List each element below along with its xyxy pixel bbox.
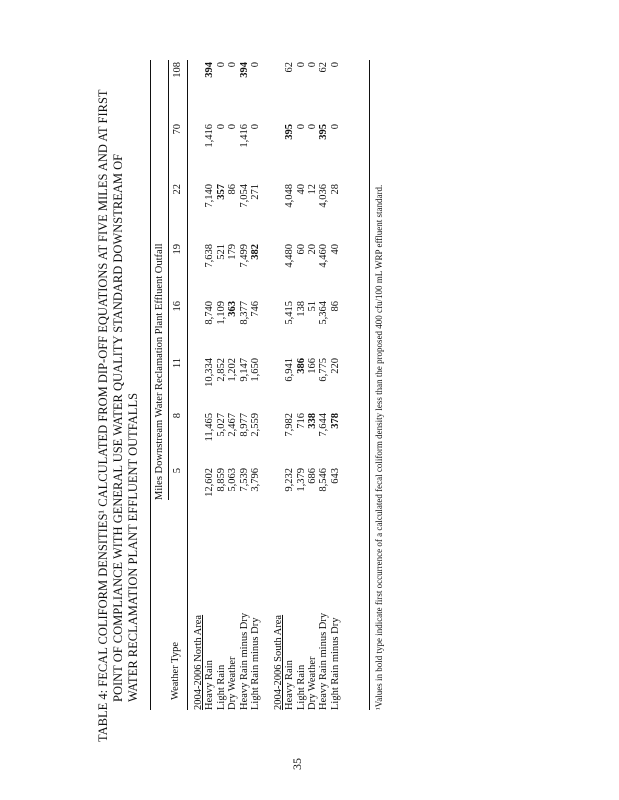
value-cell: 2,467: [227, 413, 239, 437]
value-cell: 2,559: [250, 413, 262, 437]
value-cell: 179: [227, 244, 239, 260]
value-cell: 382: [250, 244, 262, 260]
group-header: Miles Downstream Water Reclamation Plant Effluent Outfall: [154, 243, 165, 500]
row-label: Heavy Rain: [204, 660, 216, 710]
value-cell: 8,740: [204, 301, 216, 325]
value-cell: 1,109: [215, 301, 227, 325]
value-cell: 8,377: [238, 301, 250, 325]
value-cell: 0: [250, 124, 262, 130]
value-cell: 0: [307, 62, 319, 68]
row-label: Light Rain minus Dry: [329, 617, 341, 710]
value-cell: 9,147: [238, 358, 250, 382]
footnote: ¹Values in bold type indicate first occurrence of a calculated fecal coliform density less than the proposed 400 cfu/100 mL WRP effluent standard.: [374, 184, 384, 710]
section-title-row: [193, 62, 204, 710]
table-caption: [96, 42, 141, 742]
value-cell: 51: [307, 301, 319, 312]
caption-line-2: POINT OF COMPLIANCE WITH GENERAL USE WATER QUALITY STANDARD DOWNSTREAM OF: [111, 153, 125, 702]
value-cell: 4,048: [284, 184, 296, 208]
value-cell: 0: [329, 124, 341, 130]
value-cell: 0: [250, 62, 262, 68]
value-cell: 220: [329, 358, 341, 374]
mile-header-5: 5: [172, 468, 183, 474]
table-row: [239, 62, 250, 710]
weather-type-header: Weather Type: [170, 642, 181, 700]
value-cell: 1,202: [227, 358, 239, 382]
value-cell: 7,982: [284, 413, 296, 437]
value-cell: 0: [227, 124, 239, 130]
row-label: Light Rain minus Dry: [250, 617, 262, 710]
value-cell: 7,638: [204, 244, 216, 268]
value-cell: 2,852: [215, 358, 227, 382]
caption-line-3: WATER RECLAMATION PLANT EFFLUENT OUTFALLS: [126, 392, 140, 702]
value-cell: 394: [238, 62, 250, 78]
mile-header-19: 19: [172, 244, 183, 255]
section-spacer: [261, 62, 272, 710]
caption-line-1: TABLE 4: FECAL COLIFORM DENSITIES¹ CALCULATED FROM DIP-OFF EQUATIONS AT FIVE MILES AND AT FIRST: [96, 89, 110, 742]
value-cell: 62: [318, 62, 330, 73]
row-label: Heavy Rain minus Dry: [238, 612, 250, 710]
mile-header-22: 22: [172, 184, 183, 195]
row-label: Heavy Rain minus Dry: [318, 612, 330, 710]
value-cell: 338: [307, 413, 319, 429]
value-cell: 4,036: [318, 184, 330, 208]
table-row: [227, 62, 238, 710]
value-cell: 40: [329, 244, 341, 255]
table-row: [307, 62, 318, 710]
value-cell: 0: [295, 124, 307, 130]
value-cell: 40: [295, 184, 307, 195]
value-cell: 4,460: [318, 244, 330, 268]
row-label: Dry Weather: [227, 656, 239, 710]
table-row: [318, 62, 329, 710]
mile-header-70: 70: [172, 124, 183, 135]
value-cell: 394: [204, 62, 216, 78]
row-label: Heavy Rain: [284, 660, 296, 710]
table-row: [250, 62, 261, 710]
table-row: [296, 62, 307, 710]
coliform-table: [193, 62, 341, 710]
row-label: Dry Weather: [307, 656, 319, 710]
value-cell: 271: [250, 184, 262, 200]
value-cell: 1,416: [204, 124, 216, 148]
value-cell: 395: [284, 124, 296, 140]
value-cell: 86: [329, 301, 341, 312]
mile-header-108: 108: [172, 62, 183, 78]
value-cell: 7,644: [318, 413, 330, 437]
value-cell: 6,941: [284, 358, 296, 382]
value-cell: 11,465: [204, 413, 216, 442]
mile-header-16: 16: [172, 301, 183, 312]
value-cell: 7,054: [238, 184, 250, 208]
value-cell: 138: [295, 301, 307, 317]
row-label: Light Rain: [295, 664, 307, 710]
value-cell: 0: [227, 62, 239, 68]
value-cell: 10,334: [204, 358, 216, 387]
section-title-row: [273, 62, 284, 710]
section-title: 2004-2006 South Area: [272, 614, 284, 710]
value-cell: 5,415: [284, 301, 296, 325]
value-cell: 8,859: [215, 468, 227, 492]
mile-header-8: 8: [172, 413, 183, 419]
value-cell: 521: [215, 244, 227, 260]
value-cell: 5,063: [227, 468, 239, 492]
value-cell: 386: [295, 358, 307, 374]
table-row: [204, 62, 215, 710]
value-cell: 0: [295, 62, 307, 68]
value-cell: 378: [329, 413, 341, 429]
value-cell: 7,499: [238, 244, 250, 268]
value-cell: 6,775: [318, 358, 330, 382]
value-cell: 1,650: [250, 358, 262, 382]
value-cell: 5,364: [318, 301, 330, 325]
value-cell: 62: [284, 62, 296, 73]
value-cell: 9,232: [284, 468, 296, 492]
value-cell: 8,977: [238, 413, 250, 437]
section-title: 2004-2006 North Area: [193, 614, 204, 710]
value-cell: 3,796: [250, 468, 262, 492]
table-row: [216, 62, 227, 710]
value-cell: 0: [307, 124, 319, 130]
row-label: Light Rain: [215, 664, 227, 710]
value-cell: 86: [227, 184, 239, 195]
value-cell: 0: [215, 124, 227, 130]
value-cell: 28: [329, 184, 341, 195]
value-cell: 20: [307, 244, 319, 255]
value-cell: 0: [329, 62, 341, 68]
value-cell: 60: [295, 244, 307, 255]
bottom-rule: [369, 60, 370, 710]
group-rule: [168, 60, 169, 500]
value-cell: 643: [329, 468, 341, 484]
value-cell: 5,027: [215, 413, 227, 437]
header-bottom-rule: [187, 60, 188, 710]
value-cell: 716: [295, 413, 307, 429]
value-cell: 0: [215, 62, 227, 68]
page-number: 35: [290, 758, 304, 770]
value-cell: 686: [307, 468, 319, 484]
value-cell: 4,480: [284, 244, 296, 268]
value-cell: 357: [215, 184, 227, 200]
mile-header-11: 11: [172, 358, 183, 369]
value-cell: 12: [307, 184, 319, 195]
value-cell: 7,539: [238, 468, 250, 492]
table-row: [284, 62, 295, 710]
value-cell: 166: [307, 358, 319, 374]
value-cell: 746: [250, 301, 262, 317]
top-rule: [150, 60, 151, 710]
value-cell: 363: [227, 301, 239, 317]
value-cell: 1,379: [295, 468, 307, 492]
spacer-cell: [261, 62, 272, 710]
value-cell: 1,416: [238, 124, 250, 148]
table-row: [330, 62, 341, 710]
value-cell: 7,140: [204, 184, 216, 208]
value-cell: 395: [318, 124, 330, 140]
value-cell: 8,546: [318, 468, 330, 492]
value-cell: 12,602: [204, 468, 216, 497]
